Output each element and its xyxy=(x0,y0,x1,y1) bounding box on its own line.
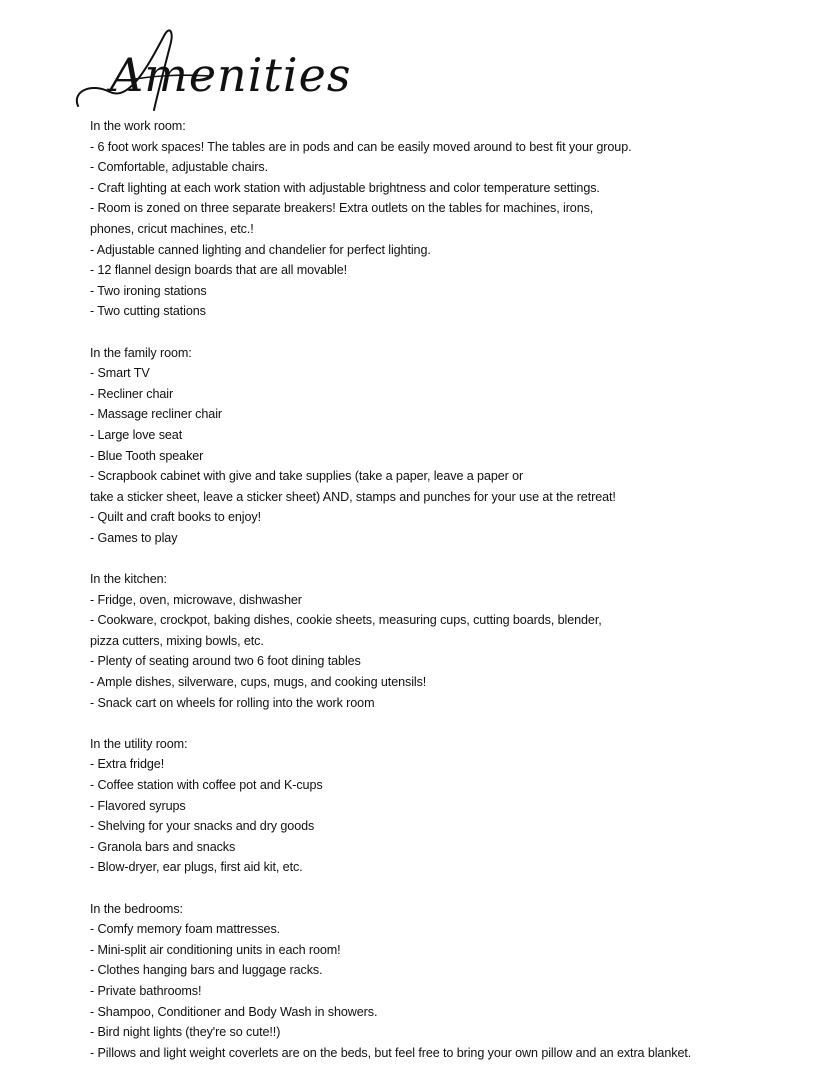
list-item-continuation: pizza cutters, mixing bowls, etc. xyxy=(90,633,264,648)
list-item: - Mini-split air conditioning units in each room! xyxy=(90,942,341,957)
list-item: - Ample dishes, silverware, cups, mugs, and cooking utensils! xyxy=(90,675,427,690)
list-item: - Granola bars and snacks xyxy=(90,839,236,854)
section-utility-room xyxy=(90,734,810,878)
list-item: - Large love seat xyxy=(90,427,183,442)
section-heading: In the work room: xyxy=(90,119,186,133)
section-family-room xyxy=(90,343,810,549)
list-item: - Massage recliner chair xyxy=(90,407,222,422)
list-item: - Comfy memory foam mattresses. xyxy=(90,922,281,937)
list-item: - Games to play xyxy=(90,530,178,545)
list-item: - Blow-dryer, ear plugs, first aid kit, etc. xyxy=(90,860,303,875)
list-item: - Private bathrooms! xyxy=(90,983,202,998)
list-item: - Coffee station with coffee pot and K-cups xyxy=(90,778,323,792)
list-item: - Smart TV xyxy=(90,366,150,381)
list-item: - Bird night lights (they're so cute!!) xyxy=(90,1025,281,1040)
list-item: - Two ironing stations xyxy=(90,283,207,298)
section-heading: In the family room: xyxy=(90,345,192,360)
list-item: - Shelving for your snacks and dry goods xyxy=(90,819,315,834)
list-item: - Craft lighting at each work station with adjustable brightness and color temperature settings. xyxy=(90,180,600,195)
list-item: - Adjustable canned lighting and chandelier for perfect lighting. xyxy=(90,242,431,257)
list-item: - 12 flannel design boards that are all movable! xyxy=(90,263,348,278)
section-kitchen xyxy=(90,569,810,713)
section-heading: In the kitchen: xyxy=(90,572,167,587)
list-item: - Cookware, crockpot, baking dishes, cookie sheets, measuring cups, cutting boards, blender, xyxy=(90,613,602,628)
list-item: - Room is zoned on three separate breakers! Extra outlets on the tables for machines, irons, xyxy=(90,201,594,216)
list-item-continuation: phones, cricut machines, etc.! xyxy=(90,221,254,236)
list-item: - Flavored syrups xyxy=(90,798,186,813)
title-block xyxy=(70,22,352,122)
list-item: - Scrapbook cabinet with give and take supplies (take a paper, leave a paper or xyxy=(90,469,524,484)
page-title: Amenities xyxy=(110,48,352,102)
list-item: - 6 foot work spaces! The tables are in pods and can be easily moved around to best fit your group. xyxy=(90,139,632,154)
list-item-continuation: take a sticker sheet, leave a sticker sheet) AND, stamps and punches for your use at the retreat! xyxy=(90,489,616,504)
section-bedrooms xyxy=(90,899,810,1064)
list-item: - Comfortable, adjustable chairs. xyxy=(90,160,268,175)
amenities-content xyxy=(90,116,810,1084)
section-heading: In the bedrooms: xyxy=(90,901,183,916)
list-item: - Plenty of seating around two 6 foot dining tables xyxy=(90,654,361,669)
list-item: - Clothes hanging bars and luggage racks. xyxy=(90,963,323,978)
list-item: - Two cutting stations xyxy=(90,304,206,319)
section-work-room xyxy=(90,116,810,322)
list-item: - Quilt and craft books to enjoy! xyxy=(90,510,262,525)
list-item: - Extra fridge! xyxy=(90,757,165,772)
list-item: - Recliner chair xyxy=(90,386,174,401)
section-heading: In the utility room: xyxy=(90,736,188,751)
list-item: - Shampoo, Conditioner and Body Wash in showers. xyxy=(90,1004,378,1019)
list-item: - Snack cart on wheels for rolling into the work room xyxy=(90,695,375,710)
list-item: - Fridge, oven, microwave, dishwasher xyxy=(90,592,302,607)
list-item: - Blue Tooth speaker xyxy=(90,448,204,463)
list-item: - Pillows and light weight coverlets are on the beds, but feel free to bring your own pillow and an extra blanket. xyxy=(90,1045,692,1060)
